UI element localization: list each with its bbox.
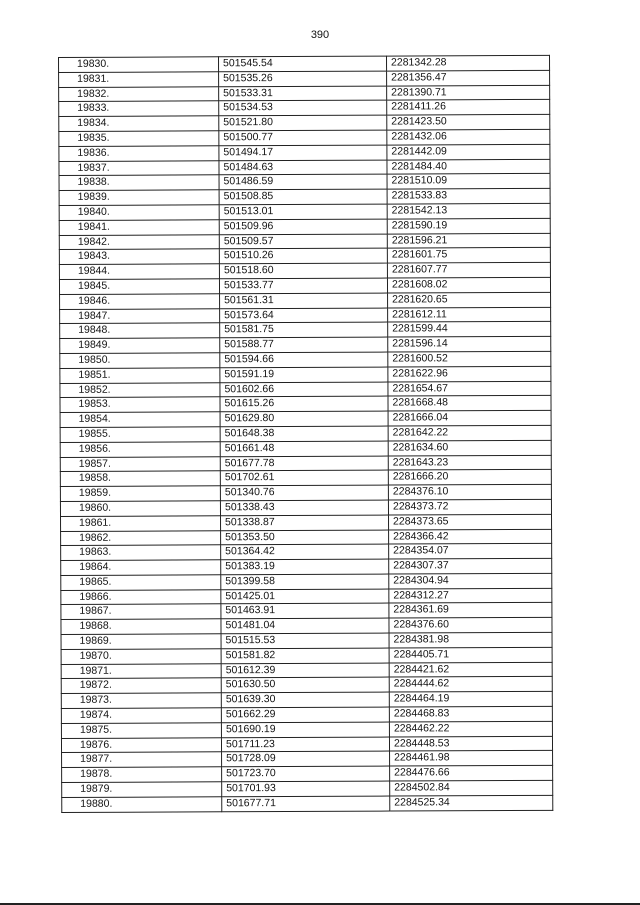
easting-cell: 501615.26 [220, 396, 388, 412]
northing-cell: 2281390.71 [387, 85, 550, 101]
point-number-cell: 19842. [59, 234, 219, 249]
point-number-cell: 19835. [59, 131, 219, 146]
northing-cell: 2281654.67 [388, 381, 551, 397]
easting-cell: 501629.80 [220, 411, 388, 427]
northing-cell: 2284312.27 [389, 588, 552, 604]
northing-cell: 2281423.50 [387, 115, 550, 131]
point-number-cell: 19838. [59, 175, 219, 190]
point-number-cell: 19863. [61, 545, 221, 560]
northing-cell: 2284448.53 [389, 736, 552, 752]
easting-cell: 501581.75 [220, 322, 388, 338]
northing-cell: 2284462.22 [389, 721, 552, 737]
point-number-cell: 19846. [60, 294, 220, 309]
northing-cell: 2281608.02 [387, 277, 550, 293]
point-number-cell: 19850. [60, 353, 220, 368]
northing-cell: 2281666.04 [388, 410, 551, 426]
easting-cell: 501591.19 [220, 367, 388, 383]
point-number-cell: 19870. [61, 649, 221, 664]
easting-cell: 501677.71 [222, 796, 390, 812]
point-number-cell: 19872. [61, 678, 221, 693]
easting-cell: 501535.26 [219, 71, 387, 87]
point-number-cell: 19839. [59, 190, 219, 205]
point-number-cell: 19866. [61, 589, 221, 604]
northing-cell: 2281607.77 [387, 263, 550, 279]
easting-cell: 501494.17 [219, 145, 387, 161]
point-number-cell: 19849. [60, 338, 220, 353]
easting-cell: 501399.58 [221, 574, 389, 590]
point-number-cell: 19869. [61, 634, 221, 649]
coordinate-table-body [59, 55, 553, 812]
northing-cell: 2281590.19 [387, 218, 550, 234]
northing-cell: 2281668.48 [388, 396, 551, 412]
easting-cell: 501648.38 [220, 426, 388, 442]
northing-cell: 2284464.19 [389, 692, 552, 708]
easting-cell: 501561.31 [220, 293, 388, 309]
easting-cell: 501509.96 [219, 219, 387, 235]
easting-cell: 501588.77 [220, 337, 388, 353]
point-number-cell: 19836. [59, 146, 219, 161]
northing-cell: 2281411.26 [387, 100, 550, 116]
northing-cell: 2281643.23 [388, 455, 551, 471]
easting-cell: 501602.66 [220, 382, 388, 398]
easting-cell: 501594.66 [220, 352, 388, 368]
point-number-cell: 19868. [61, 619, 221, 634]
northing-cell: 2281533.83 [387, 189, 550, 205]
northing-cell: 2281342.28 [386, 55, 549, 71]
point-number-cell: 19856. [60, 442, 220, 457]
easting-cell: 501639.30 [221, 692, 389, 708]
point-number-cell: 19859. [60, 486, 220, 501]
easting-cell: 501545.54 [219, 56, 387, 72]
northing-cell: 2281596.14 [388, 336, 551, 352]
point-number-cell: 19862. [61, 530, 221, 545]
point-number-cell: 19837. [59, 160, 219, 175]
point-number-cell: 19832. [59, 86, 219, 101]
northing-cell: 2284373.65 [389, 514, 552, 530]
point-number-cell: 19852. [60, 382, 220, 397]
point-number-cell: 19848. [60, 323, 220, 338]
point-number-cell: 19873. [61, 693, 221, 708]
easting-cell: 501500.77 [219, 130, 387, 146]
northing-cell: 2284361.69 [389, 603, 552, 619]
easting-cell: 501364.42 [221, 544, 389, 560]
easting-cell: 501677.78 [220, 456, 388, 472]
northing-cell: 2284304.94 [389, 573, 552, 589]
point-number-cell: 19834. [59, 116, 219, 131]
easting-cell: 501711.23 [221, 737, 389, 753]
easting-cell: 501701.93 [222, 781, 390, 797]
page-number: 390 [310, 29, 330, 41]
easting-cell: 501662.29 [221, 707, 389, 723]
point-number-cell: 19878. [62, 767, 222, 782]
northing-cell: 2281484.40 [387, 159, 550, 175]
northing-cell: 2281600.52 [388, 351, 551, 367]
northing-cell: 2281666.20 [388, 470, 551, 486]
northing-cell: 2284373.72 [388, 499, 551, 515]
easting-cell: 501723.70 [222, 766, 390, 782]
easting-cell: 501533.77 [219, 278, 387, 294]
point-number-cell: 19853. [60, 397, 220, 412]
northing-cell: 2281542.13 [387, 203, 550, 219]
northing-cell: 2284502.84 [390, 780, 553, 796]
easting-cell: 501481.04 [221, 618, 389, 634]
easting-cell: 501630.50 [221, 678, 389, 694]
northing-cell: 2284307.37 [389, 558, 552, 574]
easting-cell: 501612.39 [221, 663, 389, 679]
point-number-cell: 19845. [59, 279, 219, 294]
easting-cell: 501515.53 [221, 633, 389, 649]
easting-cell: 501353.50 [221, 530, 389, 546]
northing-cell: 2284376.60 [389, 618, 552, 634]
coordinate-table [58, 55, 553, 813]
easting-cell: 501513.01 [219, 204, 387, 220]
easting-cell: 501534.53 [219, 100, 387, 116]
northing-cell: 2284405.71 [389, 647, 552, 663]
point-number-cell: 19877. [62, 752, 222, 767]
northing-cell: 2281622.96 [388, 366, 551, 382]
point-number-cell: 19841. [59, 220, 219, 235]
point-number-cell: 19875. [61, 723, 221, 738]
point-number-cell: 19831. [59, 72, 219, 87]
northing-cell: 2281599.44 [388, 322, 551, 338]
easting-cell: 501702.61 [220, 470, 388, 486]
easting-cell: 501518.60 [219, 263, 387, 279]
northing-cell: 2281642.22 [388, 425, 551, 441]
point-number-cell: 19855. [60, 427, 220, 442]
table-row [62, 795, 553, 812]
point-number-cell: 19879. [62, 782, 222, 797]
point-number-cell: 19867. [61, 604, 221, 619]
easting-cell: 501508.85 [219, 189, 387, 205]
point-number-cell: 19843. [59, 249, 219, 264]
northing-cell: 2284376.10 [388, 484, 551, 500]
point-number-cell: 19876. [61, 737, 221, 752]
easting-cell: 501509.57 [219, 234, 387, 250]
northing-cell: 2284461.98 [390, 751, 553, 767]
northing-cell: 2284354.07 [389, 544, 552, 560]
northing-cell: 2284366.42 [389, 529, 552, 545]
point-number-cell: 19847. [60, 308, 220, 323]
easting-cell: 501521.80 [219, 115, 387, 131]
point-number-cell: 19833. [59, 101, 219, 116]
point-number-cell: 19871. [61, 663, 221, 678]
northing-cell: 2281620.65 [388, 292, 551, 308]
easting-cell: 501425.01 [221, 589, 389, 605]
easting-cell: 501383.19 [221, 559, 389, 575]
point-number-cell: 19861. [61, 515, 221, 530]
point-number-cell: 19865. [61, 575, 221, 590]
point-number-cell: 19851. [60, 368, 220, 383]
easting-cell: 501338.87 [221, 515, 389, 531]
northing-cell: 2281596.21 [387, 233, 550, 249]
northing-cell: 2284421.62 [389, 662, 552, 678]
point-number-cell: 19858. [60, 471, 220, 486]
point-number-cell: 19880. [62, 797, 222, 812]
easting-cell: 501573.64 [220, 308, 388, 324]
northing-cell: 2284468.83 [389, 706, 552, 722]
northing-cell: 2281634.60 [388, 440, 551, 456]
point-number-cell: 19830. [59, 57, 219, 72]
northing-cell: 2284381.98 [389, 632, 552, 648]
northing-cell: 2284476.66 [390, 766, 553, 782]
northing-cell: 2281442.09 [387, 144, 550, 160]
point-number-cell: 19860. [60, 501, 220, 516]
easting-cell: 501340.76 [220, 485, 388, 501]
point-number-cell: 19840. [59, 205, 219, 220]
northing-cell: 2281612.11 [388, 307, 551, 323]
northing-cell: 2281432.06 [387, 129, 550, 145]
northing-cell: 2281510.09 [387, 174, 550, 190]
northing-cell: 2284525.34 [390, 795, 553, 811]
easting-cell: 501486.59 [219, 174, 387, 190]
easting-cell: 501661.48 [220, 441, 388, 457]
point-number-cell: 19857. [60, 456, 220, 471]
easting-cell: 501581.82 [221, 648, 389, 664]
easting-cell: 501463.91 [221, 604, 389, 620]
point-number-cell: 19854. [60, 412, 220, 427]
easting-cell: 501338.43 [220, 500, 388, 516]
easting-cell: 501533.31 [219, 86, 387, 102]
point-number-cell: 19874. [61, 708, 221, 723]
point-number-cell: 19864. [61, 560, 221, 575]
easting-cell: 501510.26 [219, 248, 387, 264]
easting-cell: 501728.09 [222, 752, 390, 768]
northing-cell: 2281601.75 [387, 248, 550, 264]
northing-cell: 2281356.47 [387, 70, 550, 86]
easting-cell: 501484.63 [219, 160, 387, 176]
point-number-cell: 19844. [59, 264, 219, 279]
northing-cell: 2284444.62 [389, 677, 552, 693]
easting-cell: 501690.19 [221, 722, 389, 738]
